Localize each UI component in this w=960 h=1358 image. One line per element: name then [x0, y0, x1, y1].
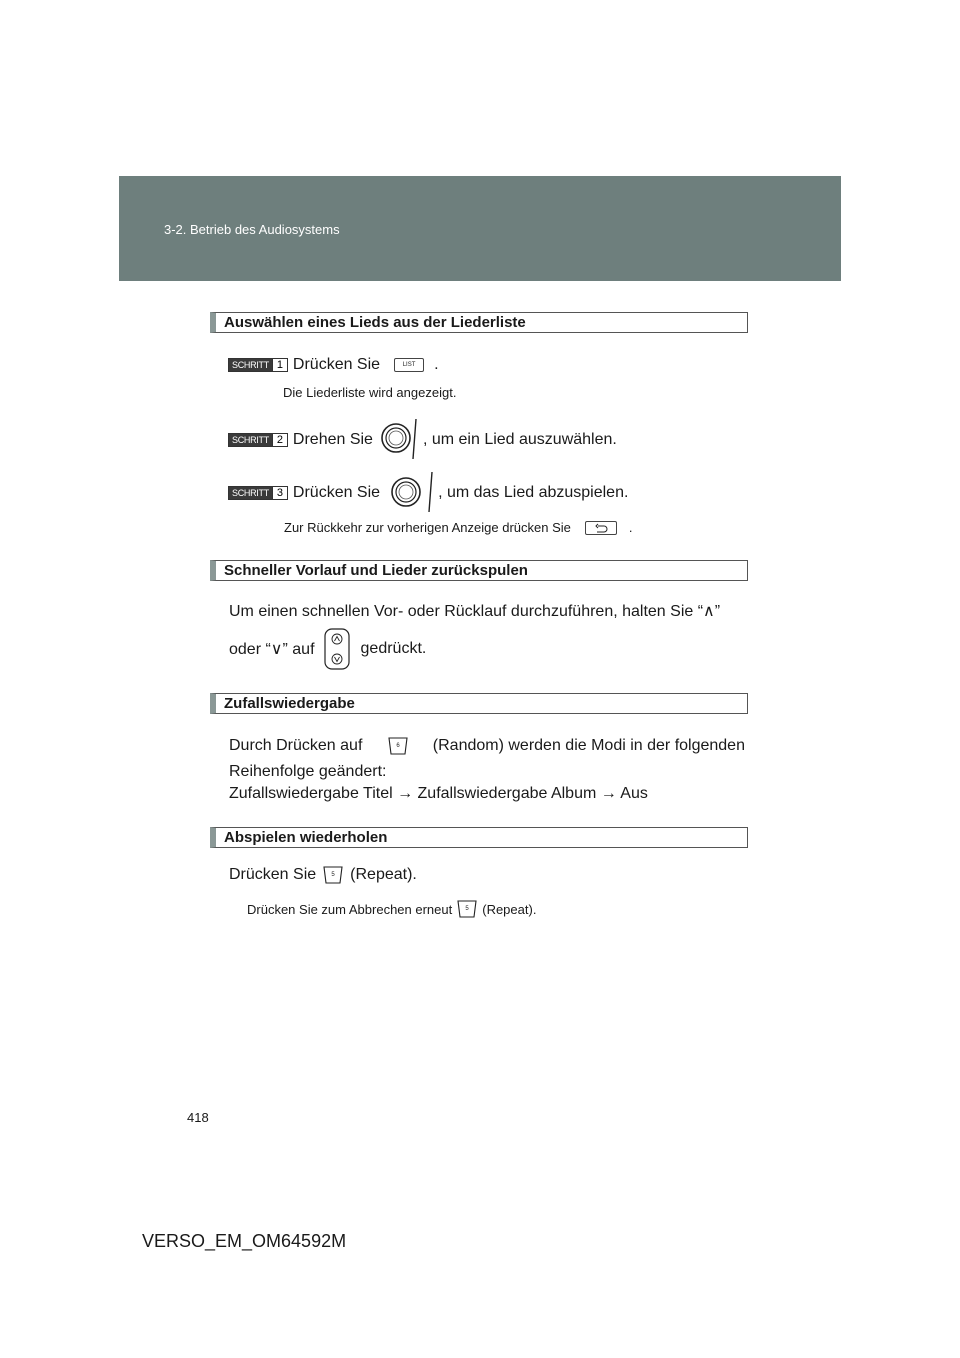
step-note-back: Zur Rückkehr zur vorherigen Anzeige drücken Sie . [284, 520, 633, 535]
step-badge: SCHRITT 2 [228, 433, 288, 447]
random-text-line2: Reihenfolge geändert: [229, 763, 387, 780]
breadcrumb: 3-2. Betrieb des Audiosystems [164, 222, 340, 237]
repeat-button-icon[interactable] [322, 866, 344, 884]
svg-text:5: 5 [331, 872, 335, 878]
section-title: Schneller Vorlauf und Lieder zurückspulen [224, 562, 528, 579]
step-1: SCHRITT 1 Drücken Sie LIST . [228, 356, 439, 374]
back-button-icon[interactable] [585, 521, 617, 535]
step-badge: SCHRITT 1 [228, 358, 288, 372]
section-title: Auswählen eines Lieds aus der Liederliste [224, 314, 526, 331]
random-button-icon[interactable] [387, 737, 409, 755]
random-text-line3: Zufallswiedergabe Titel → Zufallswiedergabe Album → Aus [229, 785, 648, 802]
section-heading-repeat [210, 827, 748, 848]
repeat-button-icon[interactable] [456, 900, 478, 918]
seek-updown-button-icon[interactable] [323, 628, 353, 670]
ff-text-line1: Um einen schnellen Vor- oder Rücklauf durchzuführen, halten Sie “∧” [229, 603, 721, 620]
list-button-icon[interactable]: LIST [394, 358, 424, 372]
step-badge: SCHRITT 3 [228, 486, 288, 500]
section-title: Zufallswiedergabe [224, 695, 355, 712]
step-text: Drehen Sie [292, 431, 373, 448]
svg-text:6: 6 [395, 743, 400, 749]
svg-text:5: 5 [465, 906, 469, 912]
section-heading-random [210, 693, 748, 714]
step-3: SCHRITT 3 Drücken Sie , um das Lied abzuspielen. [228, 473, 628, 513]
page-number: 418 [187, 1110, 209, 1125]
ff-text-line2: oder “∨” auf gedrückt. [229, 628, 426, 670]
chapter-header [119, 176, 841, 281]
step-text: Drücken Sie [292, 484, 381, 501]
step-text: Drücken Sie [292, 356, 381, 373]
document-code: VERSO_EM_OM64592M [142, 1231, 347, 1251]
section-heading-fast-forward [210, 560, 748, 581]
step-2: SCHRITT 2 Drehen Sie , um ein Lied auszuwählen. [228, 420, 617, 460]
random-text-line1: Durch Drücken auf 6 (Random) werden die Modi in der folgenden [229, 737, 745, 754]
tune-knob-icon[interactable] [379, 419, 423, 461]
tune-knob-push-icon[interactable] [388, 472, 438, 514]
repeat-note: Drücken Sie zum Abbrechen erneut 5 (Repeat). [247, 901, 537, 917]
section-title: Abspielen wiederholen [224, 829, 388, 846]
step-note: Die Liederliste wird angezeigt. [283, 385, 457, 400]
repeat-text-line1: Drücken Sie 5 (Repeat). [229, 866, 417, 883]
section-heading-song-list [210, 312, 748, 333]
